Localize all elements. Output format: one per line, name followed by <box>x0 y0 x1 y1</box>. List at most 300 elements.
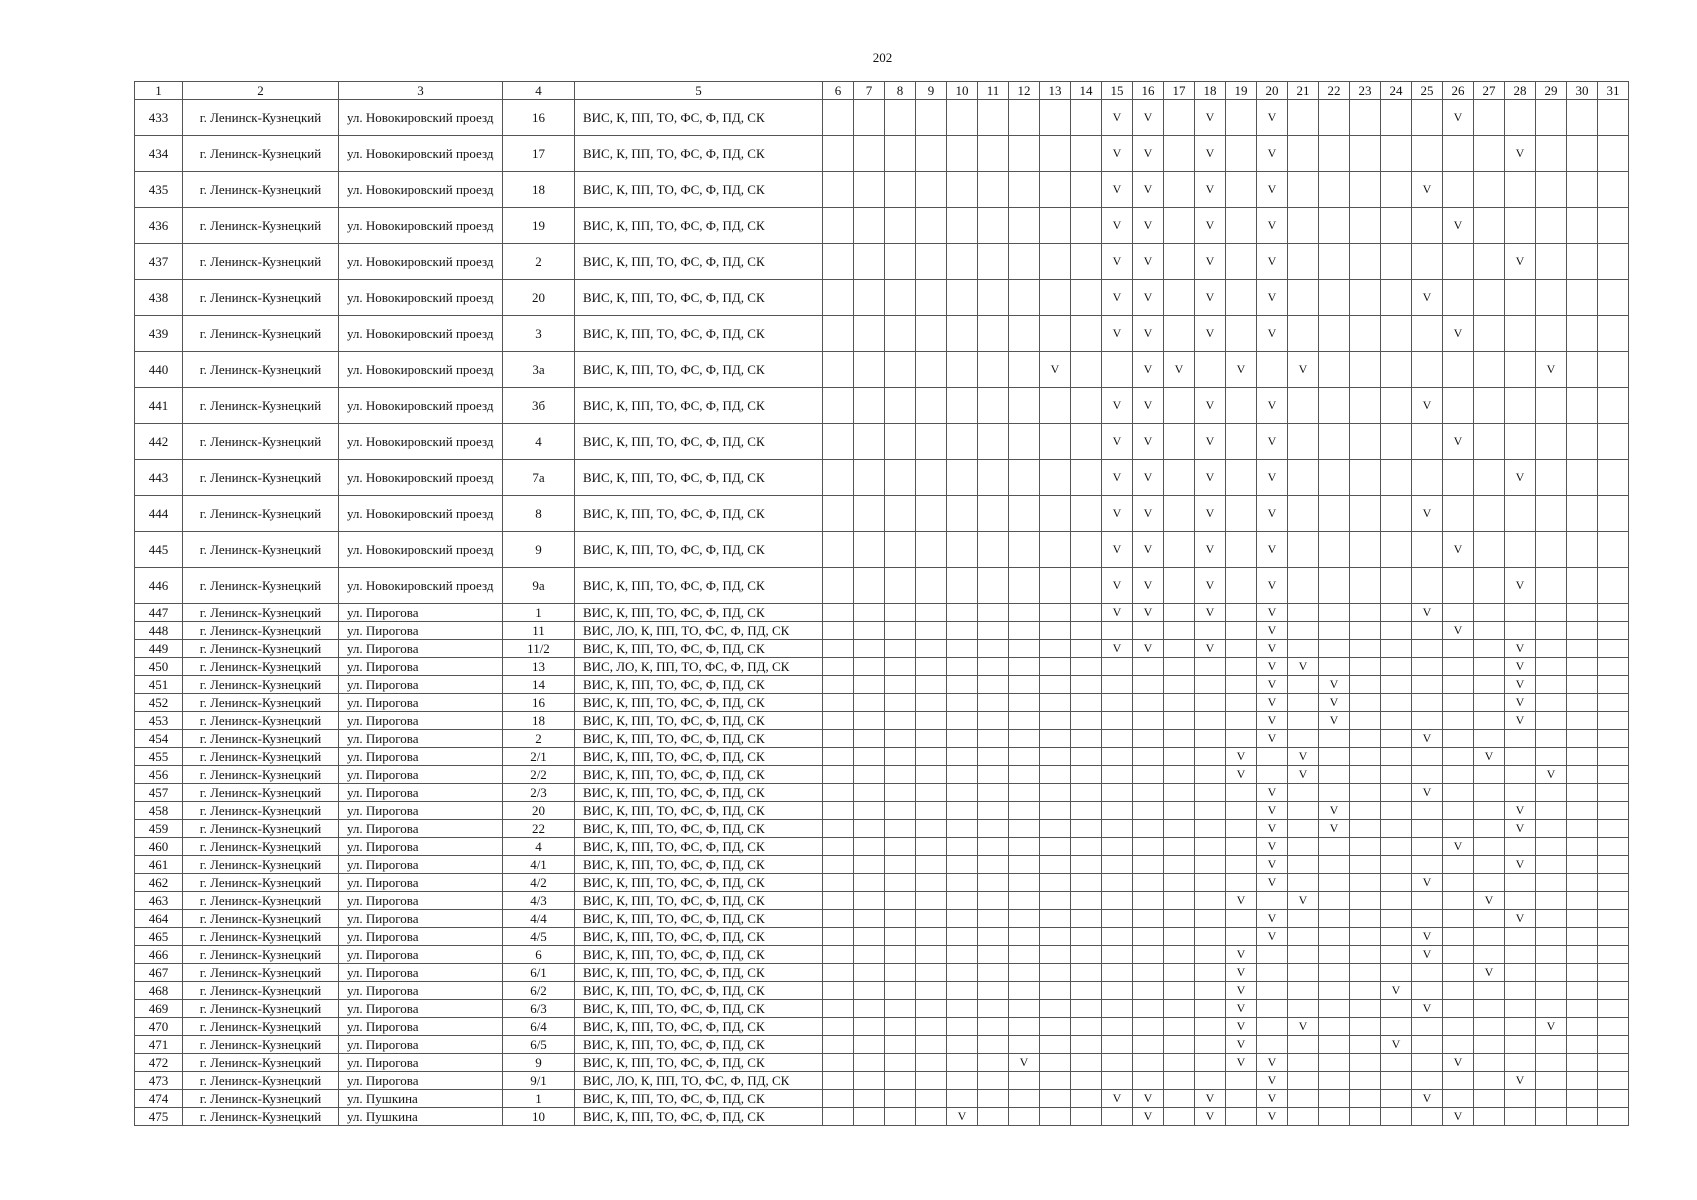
column-header-1: 1 <box>135 82 183 100</box>
mark-cell: V <box>1102 388 1133 424</box>
empty-cell <box>1164 622 1195 640</box>
empty-cell <box>978 856 1009 874</box>
services-cell: ВИС, К, ПП, ТО, ФС, Ф, ПД, СК <box>575 838 823 856</box>
empty-cell <box>1474 802 1505 820</box>
house-cell: 18 <box>503 712 575 730</box>
street-cell: ул. Новокировский проезд <box>339 460 503 496</box>
empty-cell <box>1381 1072 1412 1090</box>
empty-cell <box>1381 460 1412 496</box>
empty-cell <box>885 1090 916 1108</box>
empty-cell <box>823 496 854 532</box>
empty-cell <box>1071 1018 1102 1036</box>
table-row <box>135 1000 1629 1018</box>
empty-cell <box>1009 1000 1040 1018</box>
empty-cell <box>1536 676 1567 694</box>
row-number: 457 <box>135 784 183 802</box>
empty-cell <box>1319 946 1350 964</box>
mark-cell: V <box>1257 100 1288 136</box>
empty-cell <box>1536 712 1567 730</box>
empty-cell <box>885 532 916 568</box>
empty-cell <box>1288 838 1319 856</box>
empty-cell <box>1071 946 1102 964</box>
empty-cell <box>1226 928 1257 946</box>
row-number: 454 <box>135 730 183 748</box>
empty-cell <box>1009 496 1040 532</box>
mark-cell: V <box>1195 100 1226 136</box>
services-cell: ВИС, К, ПП, ТО, ФС, Ф, ПД, СК <box>575 874 823 892</box>
street-cell: ул. Пирогова <box>339 658 503 676</box>
empty-cell <box>854 946 885 964</box>
empty-cell <box>1040 316 1071 352</box>
services-cell: ВИС, К, ПП, ТО, ФС, Ф, ПД, СК <box>575 802 823 820</box>
empty-cell <box>885 910 916 928</box>
empty-cell <box>1381 1108 1412 1126</box>
empty-cell <box>1412 910 1443 928</box>
house-cell: 6/5 <box>503 1036 575 1054</box>
empty-cell <box>1164 640 1195 658</box>
empty-cell <box>1350 388 1381 424</box>
empty-cell <box>1381 352 1412 388</box>
services-cell: ВИС, К, ПП, ТО, ФС, Ф, ПД, СК <box>575 460 823 496</box>
empty-cell <box>1009 730 1040 748</box>
mark-cell: V <box>1195 280 1226 316</box>
mark-cell: V <box>1257 424 1288 460</box>
empty-cell <box>1443 874 1474 892</box>
services-cell: ВИС, К, ПП, ТО, ФС, Ф, ПД, СК <box>575 1054 823 1072</box>
mark-cell: V <box>1257 388 1288 424</box>
empty-cell <box>1288 694 1319 712</box>
empty-cell <box>1567 568 1598 604</box>
empty-cell <box>1505 604 1536 622</box>
mark-cell: V <box>1257 316 1288 352</box>
empty-cell <box>1009 676 1040 694</box>
empty-cell <box>1443 694 1474 712</box>
empty-cell <box>1412 316 1443 352</box>
empty-cell <box>854 1018 885 1036</box>
empty-cell <box>1474 1018 1505 1036</box>
empty-cell <box>916 1108 947 1126</box>
empty-cell <box>885 100 916 136</box>
empty-cell <box>885 856 916 874</box>
empty-cell <box>1536 640 1567 658</box>
empty-cell <box>1536 316 1567 352</box>
empty-cell <box>1474 1036 1505 1054</box>
empty-cell <box>1567 172 1598 208</box>
empty-cell <box>1567 910 1598 928</box>
mark-cell: V <box>1257 1054 1288 1072</box>
empty-cell <box>1288 622 1319 640</box>
empty-cell <box>1040 136 1071 172</box>
empty-cell <box>1598 1018 1629 1036</box>
empty-cell <box>1505 928 1536 946</box>
house-cell: 17 <box>503 136 575 172</box>
empty-cell <box>885 424 916 460</box>
empty-cell <box>1598 316 1629 352</box>
empty-cell <box>1040 658 1071 676</box>
empty-cell <box>1474 460 1505 496</box>
empty-cell <box>1536 946 1567 964</box>
empty-cell <box>1226 622 1257 640</box>
empty-cell <box>1474 1072 1505 1090</box>
empty-cell <box>1598 1072 1629 1090</box>
house-cell: 1 <box>503 1090 575 1108</box>
empty-cell <box>823 802 854 820</box>
city-cell: г. Ленинск-Кузнецкий <box>183 658 339 676</box>
empty-cell <box>885 928 916 946</box>
empty-cell <box>1319 316 1350 352</box>
empty-cell <box>1040 802 1071 820</box>
empty-cell <box>1133 730 1164 748</box>
empty-cell <box>1226 496 1257 532</box>
empty-cell <box>1412 208 1443 244</box>
street-cell: ул. Пирогова <box>339 856 503 874</box>
empty-cell <box>1257 352 1288 388</box>
empty-cell <box>978 838 1009 856</box>
mark-cell: V <box>1257 136 1288 172</box>
empty-cell <box>1381 622 1412 640</box>
street-cell: ул. Пирогова <box>339 928 503 946</box>
empty-cell <box>1164 1000 1195 1018</box>
row-number: 470 <box>135 1018 183 1036</box>
mark-cell: V <box>1195 316 1226 352</box>
page-number: 202 <box>872 50 893 65</box>
empty-cell <box>1102 712 1133 730</box>
empty-cell <box>1009 748 1040 766</box>
mark-cell: V <box>1505 856 1536 874</box>
street-cell: ул. Пирогова <box>339 622 503 640</box>
row-number: 471 <box>135 1036 183 1054</box>
row-number: 475 <box>135 1108 183 1126</box>
empty-cell <box>978 892 1009 910</box>
column-header-21: 21 <box>1288 82 1319 100</box>
empty-cell <box>1598 838 1629 856</box>
house-cell: 6/3 <box>503 1000 575 1018</box>
empty-cell <box>1350 784 1381 802</box>
empty-cell <box>1381 316 1412 352</box>
services-cell: ВИС, К, ПП, ТО, ФС, Ф, ПД, СК <box>575 352 823 388</box>
empty-cell <box>1598 856 1629 874</box>
mark-cell: V <box>1257 460 1288 496</box>
mark-cell: V <box>1536 352 1567 388</box>
empty-cell <box>1505 1108 1536 1126</box>
empty-cell <box>1195 1072 1226 1090</box>
street-cell: ул. Пирогова <box>339 640 503 658</box>
empty-cell <box>1164 1072 1195 1090</box>
empty-cell <box>1567 424 1598 460</box>
empty-cell <box>947 280 978 316</box>
mark-cell: V <box>1226 1018 1257 1036</box>
empty-cell <box>1381 568 1412 604</box>
empty-cell <box>854 208 885 244</box>
empty-cell <box>1505 766 1536 784</box>
empty-cell <box>916 928 947 946</box>
empty-cell <box>1071 496 1102 532</box>
empty-cell <box>1350 172 1381 208</box>
empty-cell <box>854 766 885 784</box>
empty-cell <box>1009 532 1040 568</box>
table-row <box>135 424 1629 460</box>
empty-cell <box>1536 856 1567 874</box>
empty-cell <box>947 316 978 352</box>
empty-cell <box>1195 748 1226 766</box>
street-cell: ул. Пирогова <box>339 982 503 1000</box>
empty-cell <box>1009 1036 1040 1054</box>
mark-cell: V <box>1257 1072 1288 1090</box>
empty-cell <box>1443 640 1474 658</box>
empty-cell <box>916 856 947 874</box>
mark-cell: V <box>1009 1054 1040 1072</box>
services-cell: ВИС, К, ПП, ТО, ФС, Ф, ПД, СК <box>575 982 823 1000</box>
empty-cell <box>978 658 1009 676</box>
empty-cell <box>1288 910 1319 928</box>
empty-cell <box>978 604 1009 622</box>
empty-cell <box>1350 316 1381 352</box>
street-cell: ул. Пушкина <box>339 1108 503 1126</box>
empty-cell <box>1474 694 1505 712</box>
services-cell: ВИС, К, ПП, ТО, ФС, Ф, ПД, СК <box>575 694 823 712</box>
city-cell: г. Ленинск-Кузнецкий <box>183 694 339 712</box>
mark-cell: V <box>1257 1090 1288 1108</box>
empty-cell <box>1133 1054 1164 1072</box>
mark-cell: V <box>1195 604 1226 622</box>
empty-cell <box>1071 640 1102 658</box>
services-cell: ВИС, К, ПП, ТО, ФС, Ф, ПД, СК <box>575 910 823 928</box>
empty-cell <box>1536 388 1567 424</box>
empty-cell <box>978 1000 1009 1018</box>
empty-cell <box>1412 964 1443 982</box>
mark-cell: V <box>1288 748 1319 766</box>
empty-cell <box>1381 856 1412 874</box>
mark-cell: V <box>1040 352 1071 388</box>
empty-cell <box>823 676 854 694</box>
empty-cell <box>1009 658 1040 676</box>
empty-cell <box>1443 802 1474 820</box>
empty-cell <box>823 622 854 640</box>
empty-cell <box>1319 136 1350 172</box>
empty-cell <box>947 352 978 388</box>
empty-cell <box>978 964 1009 982</box>
empty-cell <box>1598 712 1629 730</box>
empty-cell <box>1412 460 1443 496</box>
empty-cell <box>947 568 978 604</box>
empty-cell <box>823 388 854 424</box>
empty-cell <box>1133 766 1164 784</box>
street-cell: ул. Пирогова <box>339 946 503 964</box>
empty-cell <box>1567 838 1598 856</box>
mark-cell: V <box>1133 424 1164 460</box>
empty-cell <box>823 568 854 604</box>
empty-cell <box>1226 568 1257 604</box>
city-cell: г. Ленинск-Кузнецкий <box>183 820 339 838</box>
mark-cell: V <box>1257 910 1288 928</box>
street-cell: ул. Пирогова <box>339 712 503 730</box>
empty-cell <box>1040 874 1071 892</box>
mark-cell: V <box>1505 136 1536 172</box>
empty-cell <box>1536 1054 1567 1072</box>
column-header-16: 16 <box>1133 82 1164 100</box>
mark-cell: V <box>1443 838 1474 856</box>
empty-cell <box>1536 928 1567 946</box>
empty-cell <box>854 136 885 172</box>
empty-cell <box>1319 100 1350 136</box>
empty-cell <box>1381 640 1412 658</box>
empty-cell <box>854 244 885 280</box>
empty-cell <box>1226 730 1257 748</box>
empty-cell <box>1443 1018 1474 1036</box>
empty-cell <box>916 532 947 568</box>
empty-cell <box>1009 568 1040 604</box>
row-number: 469 <box>135 1000 183 1018</box>
empty-cell <box>1412 532 1443 568</box>
row-number: 450 <box>135 658 183 676</box>
mark-cell: V <box>1381 1036 1412 1054</box>
empty-cell <box>1164 856 1195 874</box>
city-cell: г. Ленинск-Кузнецкий <box>183 982 339 1000</box>
empty-cell <box>1071 658 1102 676</box>
empty-cell <box>1505 100 1536 136</box>
empty-cell <box>916 802 947 820</box>
empty-cell <box>1567 244 1598 280</box>
empty-cell <box>1040 100 1071 136</box>
empty-cell <box>978 748 1009 766</box>
house-cell: 4/5 <box>503 928 575 946</box>
empty-cell <box>1288 1036 1319 1054</box>
street-cell: ул. Пирогова <box>339 802 503 820</box>
empty-cell <box>823 640 854 658</box>
empty-cell <box>1381 532 1412 568</box>
empty-cell <box>1412 640 1443 658</box>
empty-cell <box>1102 964 1133 982</box>
empty-cell <box>1164 604 1195 622</box>
empty-cell <box>1009 388 1040 424</box>
street-cell: ул. Пирогова <box>339 820 503 838</box>
empty-cell <box>885 208 916 244</box>
empty-cell <box>823 694 854 712</box>
empty-cell <box>1567 1072 1598 1090</box>
empty-cell <box>854 1036 885 1054</box>
empty-cell <box>1536 622 1567 640</box>
empty-cell <box>1164 568 1195 604</box>
empty-cell <box>978 280 1009 316</box>
empty-cell <box>823 532 854 568</box>
empty-cell <box>1288 244 1319 280</box>
empty-cell <box>1226 244 1257 280</box>
mark-cell: V <box>1102 424 1133 460</box>
empty-cell <box>1505 874 1536 892</box>
empty-cell <box>1040 1072 1071 1090</box>
city-cell: г. Ленинск-Кузнецкий <box>183 532 339 568</box>
mark-cell: V <box>1412 496 1443 532</box>
empty-cell <box>854 280 885 316</box>
empty-cell <box>1536 532 1567 568</box>
table-row <box>135 910 1629 928</box>
empty-cell <box>1474 496 1505 532</box>
row-number: 449 <box>135 640 183 658</box>
services-cell: ВИС, К, ПП, ТО, ФС, Ф, ПД, СК <box>575 208 823 244</box>
empty-cell <box>1226 172 1257 208</box>
street-cell: ул. Новокировский проезд <box>339 136 503 172</box>
empty-cell <box>1443 730 1474 748</box>
mark-cell: V <box>1133 172 1164 208</box>
empty-cell <box>1164 1036 1195 1054</box>
empty-cell <box>1474 316 1505 352</box>
empty-cell <box>1474 1000 1505 1018</box>
table-row <box>135 352 1629 388</box>
mark-cell: V <box>1505 694 1536 712</box>
mark-cell: V <box>1536 1018 1567 1036</box>
column-header-20: 20 <box>1257 82 1288 100</box>
empty-cell <box>885 352 916 388</box>
empty-cell <box>1567 352 1598 388</box>
empty-cell <box>1071 622 1102 640</box>
mark-cell: V <box>1195 496 1226 532</box>
empty-cell <box>916 640 947 658</box>
empty-cell <box>1164 244 1195 280</box>
empty-cell <box>1505 982 1536 1000</box>
empty-cell <box>854 820 885 838</box>
mark-cell: V <box>1195 1108 1226 1126</box>
empty-cell <box>1319 730 1350 748</box>
empty-cell <box>1040 640 1071 658</box>
empty-cell <box>1257 1018 1288 1036</box>
city-cell: г. Ленинск-Кузнецкий <box>183 568 339 604</box>
empty-cell <box>947 946 978 964</box>
street-cell: ул. Пирогова <box>339 748 503 766</box>
empty-cell <box>916 658 947 676</box>
city-cell: г. Ленинск-Кузнецкий <box>183 748 339 766</box>
empty-cell <box>1164 388 1195 424</box>
empty-cell <box>1133 1000 1164 1018</box>
empty-cell <box>1474 640 1505 658</box>
empty-cell <box>1288 820 1319 838</box>
empty-cell <box>947 676 978 694</box>
mark-cell: V <box>1536 766 1567 784</box>
empty-cell <box>1071 1054 1102 1072</box>
mark-cell: V <box>1412 604 1443 622</box>
empty-cell <box>1071 424 1102 460</box>
column-header-18: 18 <box>1195 82 1226 100</box>
empty-cell <box>1009 172 1040 208</box>
empty-cell <box>1071 892 1102 910</box>
empty-cell <box>916 208 947 244</box>
empty-cell <box>1474 910 1505 928</box>
street-cell: ул. Новокировский проезд <box>339 568 503 604</box>
empty-cell <box>1536 982 1567 1000</box>
street-cell: ул. Новокировский проезд <box>339 496 503 532</box>
empty-cell <box>1319 982 1350 1000</box>
house-cell: 8 <box>503 496 575 532</box>
empty-cell <box>916 748 947 766</box>
empty-cell <box>1226 208 1257 244</box>
empty-cell <box>823 748 854 766</box>
empty-cell <box>1350 874 1381 892</box>
empty-cell <box>1505 1090 1536 1108</box>
empty-cell <box>1474 568 1505 604</box>
empty-cell <box>916 1054 947 1072</box>
empty-cell <box>1071 1108 1102 1126</box>
house-cell: 14 <box>503 676 575 694</box>
empty-cell <box>885 316 916 352</box>
empty-cell <box>854 676 885 694</box>
empty-cell <box>1071 838 1102 856</box>
empty-cell <box>1071 802 1102 820</box>
empty-cell <box>1505 388 1536 424</box>
empty-cell <box>1350 802 1381 820</box>
empty-cell <box>1598 604 1629 622</box>
street-cell: ул. Новокировский проезд <box>339 280 503 316</box>
empty-cell <box>1009 820 1040 838</box>
empty-cell <box>1598 748 1629 766</box>
